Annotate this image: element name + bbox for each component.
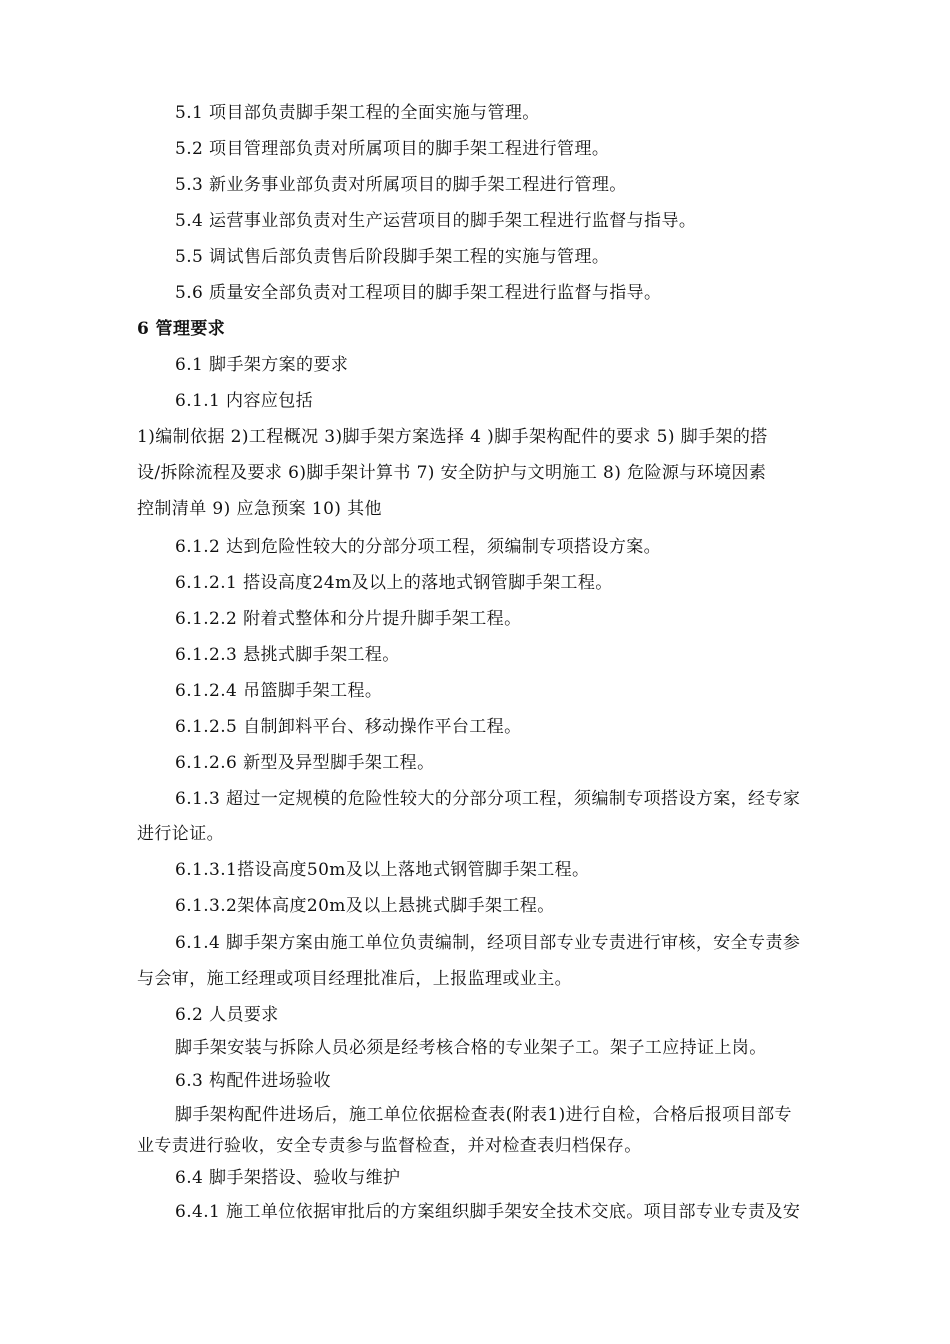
text-line: 5.6 质量安全部负责对工程项目的脚手架工程进行监督与指导。 bbox=[175, 283, 662, 303]
text-line: 6.1.4 脚手架方案由施工单位负责编制，经项目部专业专责进行审核，安全专责参 bbox=[175, 933, 801, 953]
text-line: 控制清单 9) 应急预案 10) 其他 bbox=[137, 499, 382, 519]
text-line: 6.1.2.4 吊篮脚手架工程。 bbox=[175, 681, 383, 701]
text-line: 设/拆除流程及要求 6)脚手架计算书 7) 安全防护与文明施工 8) 危险源与环境因素 bbox=[137, 463, 767, 483]
text-line: 与会审，施工经理或项目经理批准后，上报监理或业主。 bbox=[137, 969, 572, 989]
subsection-heading: 6.4 脚手架搭设、验收与维护 bbox=[175, 1168, 401, 1188]
section-heading: 6 管理要求 bbox=[137, 319, 226, 339]
text-line: 6.4.1 施工单位依据审批后的方案组织脚手架安全技术交底。项目部专业专责及安 bbox=[175, 1202, 801, 1222]
text-line: 6.1.2.1 搭设高度24m及以上的落地式钢管脚手架工程。 bbox=[175, 573, 613, 593]
text-line: 5.1 项目部负责脚手架工程的全面实施与管理。 bbox=[175, 103, 540, 123]
text-line: 脚手架构配件进场后，施工单位依据检查表(附表1)进行自检，合格后报项目部专 bbox=[175, 1105, 792, 1125]
text-line: 业专责进行验收，安全专责参与监督检查，并对检查表归档保存。 bbox=[137, 1136, 642, 1156]
text-line: 6.1.1 内容应包括 bbox=[175, 391, 314, 411]
text-line: 脚手架安装与拆除人员必须是经考核合格的专业架子工。架子工应持证上岗。 bbox=[175, 1038, 767, 1058]
text-line: 6.1.2.3 悬挑式脚手架工程。 bbox=[175, 645, 400, 665]
text-line: 6.1.2.6 新型及异型脚手架工程。 bbox=[175, 753, 435, 773]
subsection-heading: 6.1 脚手架方案的要求 bbox=[175, 355, 349, 375]
text-line: 6.1.3.2架体高度20m及以上悬挑式脚手架工程。 bbox=[175, 896, 555, 916]
text-line: 6.1.3.1搭设高度50m及以上落地式钢管脚手架工程。 bbox=[175, 860, 590, 880]
text-line: 6.1.2.2 附着式整体和分片提升脚手架工程。 bbox=[175, 609, 522, 629]
text-line: 5.3 新业务事业部负责对所属项目的脚手架工程进行管理。 bbox=[175, 175, 627, 195]
text-line: 6.1.2 达到危险性较大的分部分项工程，须编制专项搭设方案。 bbox=[175, 537, 662, 557]
text-line: 进行论证。 bbox=[137, 824, 224, 844]
subsection-heading: 6.3 构配件进场验收 bbox=[175, 1071, 331, 1091]
text-line: 1)编制依据 2)工程概况 3)脚手架方案选择 4 )脚手架构配件的要求 5) 脚手架的搭 bbox=[137, 427, 768, 447]
text-line: 5.2 项目管理部负责对所属项目的脚手架工程进行管理。 bbox=[175, 139, 610, 159]
text-line: 5.4 运营事业部负责对生产运营项目的脚手架工程进行监督与指导。 bbox=[175, 211, 697, 231]
text-line: 6.1.3 超过一定规模的危险性较大的分部分项工程，须编制专项搭设方案，经专家 bbox=[175, 789, 801, 809]
subsection-heading: 6.2 人员要求 bbox=[175, 1005, 279, 1025]
text-line: 5.5 调试售后部负责售后阶段脚手架工程的实施与管理。 bbox=[175, 247, 610, 267]
text-line: 6.1.2.5 自制卸料平台、移动操作平台工程。 bbox=[175, 717, 522, 737]
